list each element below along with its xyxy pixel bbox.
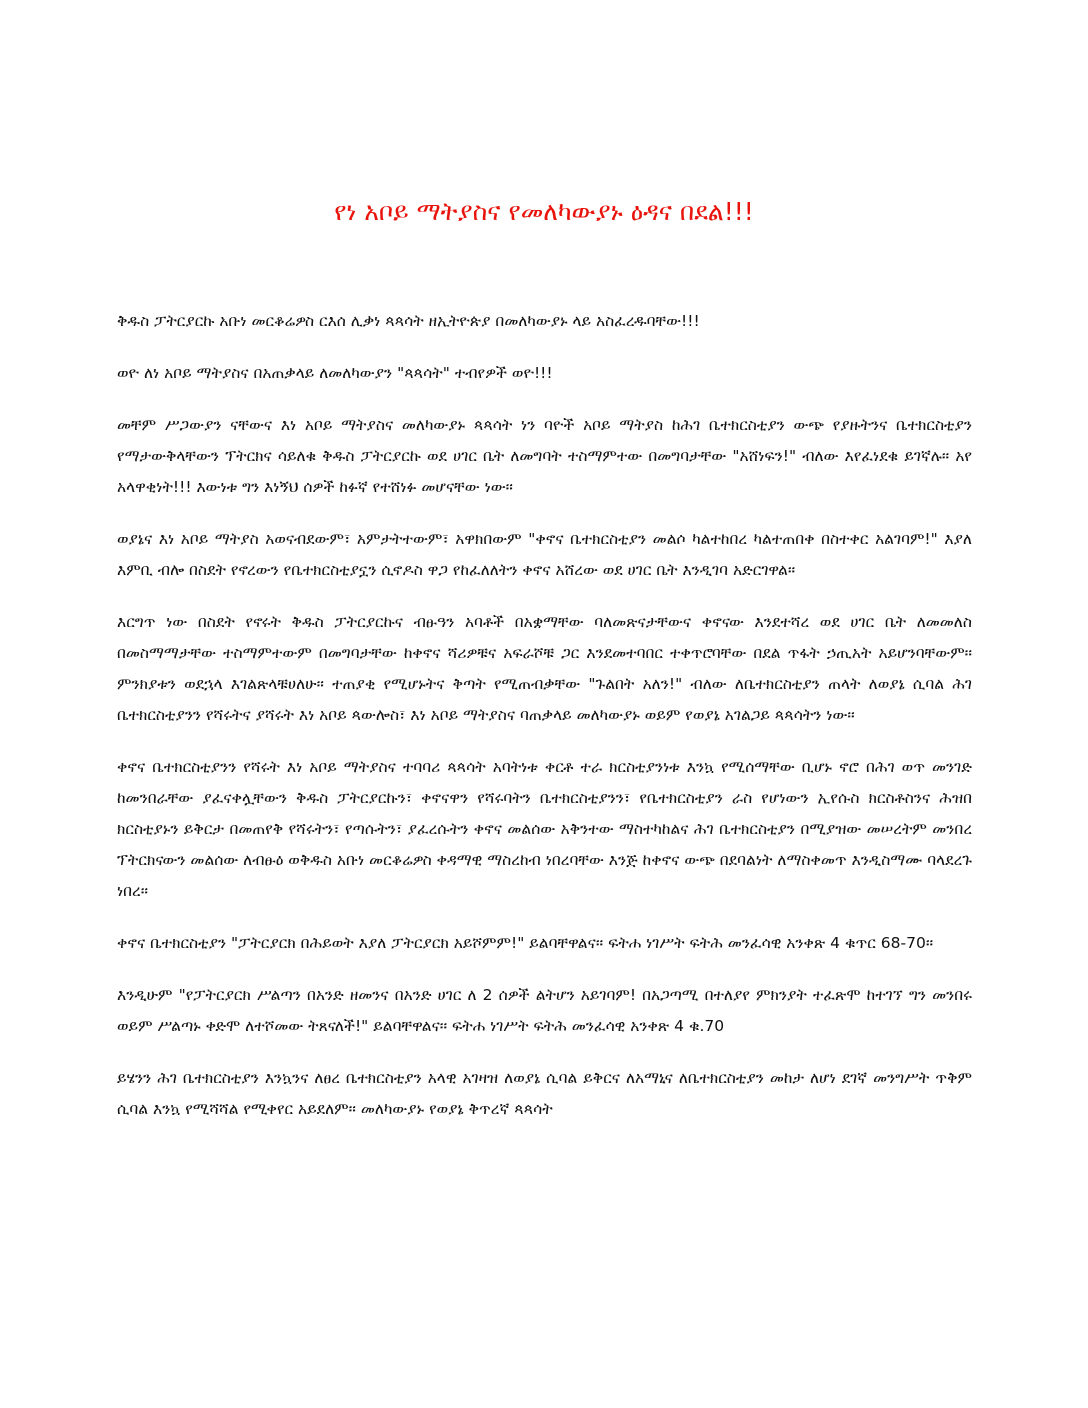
paragraph: ቀኖና ቤተክርስቲያን "ፓትርያርክ በሕይወት እያለ ፓትርያርክ አይሾምም!" ይልባቸዋልና፡፡ ፍትሐ ነገሥት ፍትሕ መንፈሳዊ አንቀጽ 4 ቁጥር 68-70፡፡	[117, 934, 934, 952]
paragraph: እርግጥ ነው በስደት የኖሩት ቅዱስ ፓትርያርኩና ብፁዓን አባቶች በአቋማቸው ባለመጽናታቸውና ቀኖናው እንደተሻረ ወደ ሀገር ቤት ለመመለስ በመስማማታቸው ተስማምተውም በመግባታቸው ከቀኖና ሻሪዎቹና አፍራሾቹ ጋር እንደመተባበር ተቀጥሮባቸው በደል ጥፋት ኃጢአት አይሆንባቸውም፡፡ ምንክያቱን ወደኋላ እገልጽላቹሀለሁ፡፡ ተጠያቂ የሚሆኑትና ቅጣት የሚጠብቃቸው "ጉልበት አለን!" ብለው ለቤተክርስቲያን ጠላት ለወያኔ ሲባል ሕገ ቤተክርስቲያንን የሻሩትና ያሻሩት እነ አቦይ ጳውሎስ፣ እነ አቦይ ማትያስና ባጠቃላይ መለካውያኑ ወይም የወያኔ አገልጋይ ጳጳሳትን ነው፡፡	[117, 613, 972, 724]
paragraph: ይሄንን ሕገ ቤተክርስቲያን እንኳንና ለፀረ ቤተክርስቲያን አላዊ አገዛዝ ለወያኔ ሲባል ይቅርና ለአማኒና ለቤተክርስቲያን መከታ ለሆነ ደገኛ መንግሥት ጥቅም ሲባል እንኳ የሚሻሻል የሚቀየር አይደለም፡፡ መለካውያኑ የወያኔ ቅጥረኛ ጳጳሳት	[117, 1069, 972, 1118]
paragraph: ቅዱስ ፓትርያርኩ አቡነ መርቆሬዎስ ርእሰ ሊቃነ ጳጳሳት ዘኢትዮጵያ በመለካውያኑ ላይ አስፈረዱባቸው!!!	[117, 312, 700, 330]
paragraph: ወዮ ለነ አቦይ ማትያስና በአጠቃላይ ለመለካውያን "ጳጳሳት" ተብየዎች ወዮ!!!	[117, 364, 553, 382]
paragraph: መቸም ሥጋውያን ናቸውና እነ አቦይ ማትያስና መለካውያኑ ጳጳሳት ነን ባዮች አቦይ ማትያስ ከሕገ ቤተክርስቲያን ውጭ የያዙትንና ቤተክርስቲያን የማታውቅላቸውን ፕትርክና ሳይለቁ ቅዱስ ፓትርያርኩ ወደ ሀገር ቤት ለመግባት ተስማምተው በመግባታቸው "አሸነፍን!" ብለው እየፈነደቁ ይገኛሉ፡፡ አየ አላዋቂነት!!! እውነቱ ግን እነኝህ ሰዎች ከፉኛ የተሸነፉ መሆናቸው ነው፡፡	[117, 416, 972, 496]
document-title: የነ አቦይ ማትያስና የመለካውያኑ ዕዳና በደል!!!	[334, 197, 754, 226]
paragraph: እንዲሁም "የፓትርያርክ ሥልጣን በአንድ ዘመንና በአንድ ሀገር ለ 2 ሰዎች ልትሆን አይገባም! በአጋጣሚ በተለያየ ምክንያት ተፈጽሞ ከተገኘ ግን መንበሩ ወይም ሥልጣኑ ቀድሞ ለተሾመው ትጸናለች!" ይልባቸዋልና፡፡ ፍትሐ ነገሥት ፍትሕ መንፈሳዊ አንቀጽ 4 ቁ.70	[117, 986, 972, 1035]
document-body	[117, 306, 972, 1146]
paragraph: ወያኔና እነ አቦይ ማትያስ አወናብደውም፣ አምታትተውም፣ አዋክበውም "ቀኖና ቤተክርስቲያን መልሶ ካልተከበረ ካልተጠበቀ በስተቀር አልገባም!" እያለ እምቢ ብሎ በስደት የኖረውን የቤተክርስቲያኗን ሲኖዶስ ዋጋ የከፈለለትን ቀኖና አሸረው ወደ ሀገር ቤት እንዲገባ አድርገዋል፡፡	[117, 530, 972, 579]
paragraph: ቀኖና ቤተክርስቲያንን የሻሩት እነ አቦይ ማትያስና ተባባሪ ጳጳሳት አባትነቱ ቀርቶ ተራ ክርስቲያንነቱ እንኳ የሚሰማቸው ቢሆኑ ኖሮ በሕገ ወጥ መንገድ ከመንበራቸው ያፈናቀሏቸውን ቅዱስ ፓትርያርኩን፣ ቀኖናዋን የሻሩባትን ቤተክርስቲያንን፣ የቤተክርስቲያን ራስ የሆነውን ኢየሱስ ክርስቶስንና ሕዝበ ክርስቲያኑን ይቅርታ በመጠየቅ የሻሩትን፣ የጣሱትን፣ ያፈረሱትን ቀኖና መልሰው አቅንተው ማስተካከልና ሕገ ቤተክርስቲያን በሚያዝው መሠረትም መንበረ ፕትርክናውን መልሰው ለብፁዕ ወቅዱስ አቡነ መርቆሬዎስ ቀዳማዊ ማስረከብ ነበረባቸው እንጅ ከቀኖና ውጭ በደባልነት ለማስቀመጥ እንዲስማሙ ባላደረጉ ነበረ፡፡	[117, 758, 973, 900]
